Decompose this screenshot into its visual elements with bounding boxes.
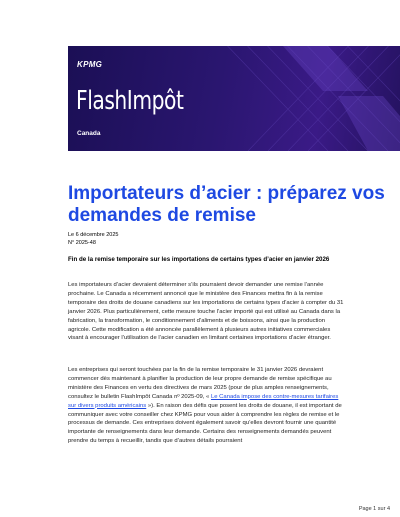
article-number: N° 2025-48 [68, 239, 96, 246]
article-title: Importateurs d’acier : préparez vos demandes de remise [68, 183, 385, 226]
header-banner [68, 46, 400, 151]
paragraph-2-text-a: Les entreprises qui seront touchées par la fin de la remise temporaire le 31 janvier 2026 devraient commencer dès maintenant à planifier la production de leur propre demande de remise spécifique au ministère des Finances en vertu des directives de mars 2025 (pour de plus amples renseignements, consultez le bulletin FlashImpôt Canada nº 2025-09, « [68, 367, 332, 400]
article-date: Le 6 décembre 2025 [68, 232, 119, 238]
publication-title: FlashImpôt [76, 86, 184, 116]
country-label: Canada [77, 130, 101, 137]
article-subtitle: Fin de la remise temporaire sur les importations de certains types d’acier en janvier 2026 [68, 256, 330, 263]
article-meta [68, 232, 118, 247]
paragraph-2 [68, 366, 346, 446]
paragraph-2-text-b: »). En raison des défis que posent les droits de douane, il est important de communiquer avec votre conseiller chez KPMG pour vous aider à comprendre les règles de remise et le processus de demande. Ces entreprises doivent également savoir qu’elles devront fournir une quantité importante de renseignements dans leur demande. Certains des renseignements demandés peuvent prendre du temps à recueillir, tandis que d’autres détails pourraient [68, 402, 342, 445]
paragraph-1: Les importateurs d’acier devraient déterminer s’ils pourraient devoir demander une remise l’année prochaine. Le Canada a récemment annoncé que le ministère des Finances mettra fin à la remise temporaire des droits de douane canadiens sur les importations de certains types d’acier à compter du 31 janvier 2026. Plus particulièrement, cette mesure touche l’acier importé qui est utilisé au Canada dans la fabrication, la transformation, le conditionnement d’aliments et de boissons, ainsi que la production agricole. Cette modification a été annoncée parallèlement à plusieurs autres initiatives commerciales visant à encourager l’utilisation de l’acier canadien en limitant certaines importations d’acier étranger. [68, 282, 344, 342]
page-number: Page 1 sur 4 [358, 506, 390, 512]
kpmg-logo: KPMG [77, 60, 103, 69]
bulletin-link[interactable]: Le Canada impose des contre-mesures tarifaires sur divers produits américains [68, 393, 339, 409]
